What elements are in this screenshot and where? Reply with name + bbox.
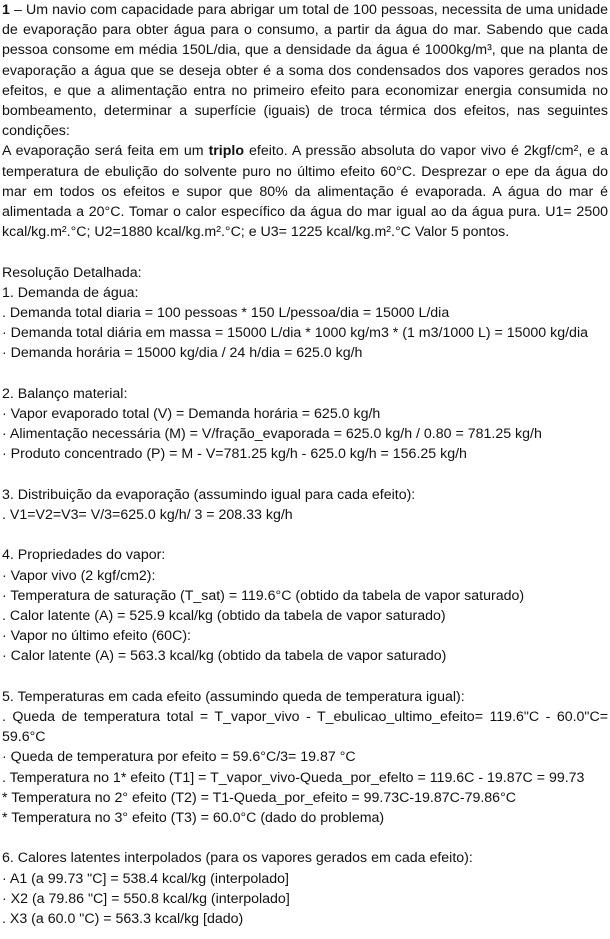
section-4-line: · Vapor no último efeito (60C): xyxy=(2,628,191,645)
problem-number: 1 xyxy=(2,2,10,18)
spacer xyxy=(2,525,608,545)
conditions-emphasis: triplo xyxy=(208,143,245,160)
section-4-line: . Calor latente (A) = 525.9 kcal/kg (obtido da tabela de vapor saturado) xyxy=(2,608,446,625)
section-3-heading: 3. Distribuição da evaporação (assumindo igual para cada efeito): xyxy=(2,486,416,503)
section-4-heading: 4. Propriedades do vapor: xyxy=(2,547,166,564)
section-2-line: · Alimentação necessária (M) = V/fração_evaporada = 625.0 kg/h / 0.80 = 781.25 kg/h xyxy=(2,426,542,443)
section-5-line: . Temperatura no 1* efeito (T1] = T_vapor_vivo-Queda_por_efelto = 119.6C - 19.87C = 99.73 xyxy=(2,769,585,786)
spacer xyxy=(2,242,608,262)
problem-conditions xyxy=(2,141,608,242)
section-5-heading: 5. Temperaturas em cada efeito (assumindo queda de temperatura igual): xyxy=(2,688,465,705)
spacer xyxy=(2,828,608,848)
section-5-line: * Temperatura no 2° efeito (T2) = T1-Queda_por_efeito = 99.73C-19.87C-79.86°C xyxy=(2,789,516,806)
section-6-line: · A1 (a 99.73 "C] = 538.4 kcal/kg (interpolado] xyxy=(2,870,289,887)
section-2-heading: 2. Balanço material: xyxy=(2,385,128,402)
section-1-line: . Demanda total diaria = 100 pessoas * 150 L/pessoa/dia = 15000 L/dia xyxy=(2,305,450,322)
section-1-heading: 1. Demanda de água: xyxy=(2,284,139,301)
section-3-line: . V1=V2=V3= V/3=625.0 kg/h/ 3 = 208.33 kg/h xyxy=(2,507,293,524)
section-6-line: · X2 (a 79.86 "C] = 550.8 kcal/kg (interpolado] xyxy=(2,890,290,907)
section-5-line: * Temperatura no 3° efeito (T3) = 60.0°C (dado do problema) xyxy=(2,810,385,827)
section-1-line: · Demanda total diária em massa = 15000 L/dia * 1000 kg/m3 * (1 m3/1000 L) = 15000 kg/dia xyxy=(2,325,588,342)
section-2-line: · Produto concentrado (P) = M - V=781.25 kg/h - 625.0 kg/h = 156.25 kg/h xyxy=(2,446,467,463)
section-4-line: · Temperatura de saturação (T_sat) = 119.6°C (obtido da tabela de vapor saturado) xyxy=(2,587,525,604)
spacer xyxy=(2,364,608,384)
spacer xyxy=(2,465,608,485)
conditions-text-start: A evaporação será feita em um xyxy=(2,143,209,160)
section-2-line: · Vapor evaporado total (V) = Demanda horária = 625.0 kg/h xyxy=(2,406,381,423)
section-6-heading: 6. Calores latentes interpolados (para os vapores gerados em cada efeito): xyxy=(2,850,473,867)
section-6-line: . X3 (a 60.0 "C) = 563.3 kcal/kg [dado) xyxy=(2,911,244,928)
conditions-text-end: efeito. A pressão absoluta do vapor vivo é 2kgf/cm², e a temperatura de ebulição do solvente puro no último efeito 60°C. Desprezar o epe da água do mar em todos os efeitos e supor que 80% da alimentação é evaporada. A água do mar é alimentada a 20°C. Tomar o calor específico da água do mar igual ao da água pura. U1= 2500 kcal/kg.m².°C; U2=1880 kcal/kg.m².°C; e U3= 1225 kcal/kg.m².°C Valor 5 pontos. xyxy=(2,143,609,241)
section-5-line: . Queda de temperatura total = T_vapor_vivo - T_ebulicao_ultimo_efeito= 119.6"C - 60.0"C= 59.6°C xyxy=(2,709,608,746)
section-1-line: · Demanda horária = 15000 kg/dia / 24 h/dia = 625.0 kg/h xyxy=(2,345,363,362)
problem-statement xyxy=(2,0,608,141)
section-5-line: · Queda de temperatura por efeito = 59.6°C/3= 19.87 °C xyxy=(2,749,356,766)
section-4-line: · Calor latente (A) = 563.3 kcal/kg (obtido da tabela de vapor saturado) xyxy=(2,648,447,665)
resolution-title: Resolução Detalhada: xyxy=(2,264,142,281)
section-4-line: · Vapor vivo (2 kgf/cm2): xyxy=(2,567,156,584)
problem-text: – Um navio com capacidade para abrigar um total de 100 pessoas, necessita de uma unidade de evaporação para obter água para o consumo, a partir da água do mar. Sabendo que cada pessoa consome em média 150L/dia, que a densidade da água é 1000kg/m³, que na planta de evaporação a água que se deseja obter é a soma dos condensados dos vapores gerados nos efeitos, e que a alimentação entra no primeiro efeito para economizar energia consumida no bombeamento, determinar a superfície (iguais) de troca térmica dos efeitos, nas seguintes condições: xyxy=(2,2,608,140)
spacer xyxy=(2,667,608,687)
